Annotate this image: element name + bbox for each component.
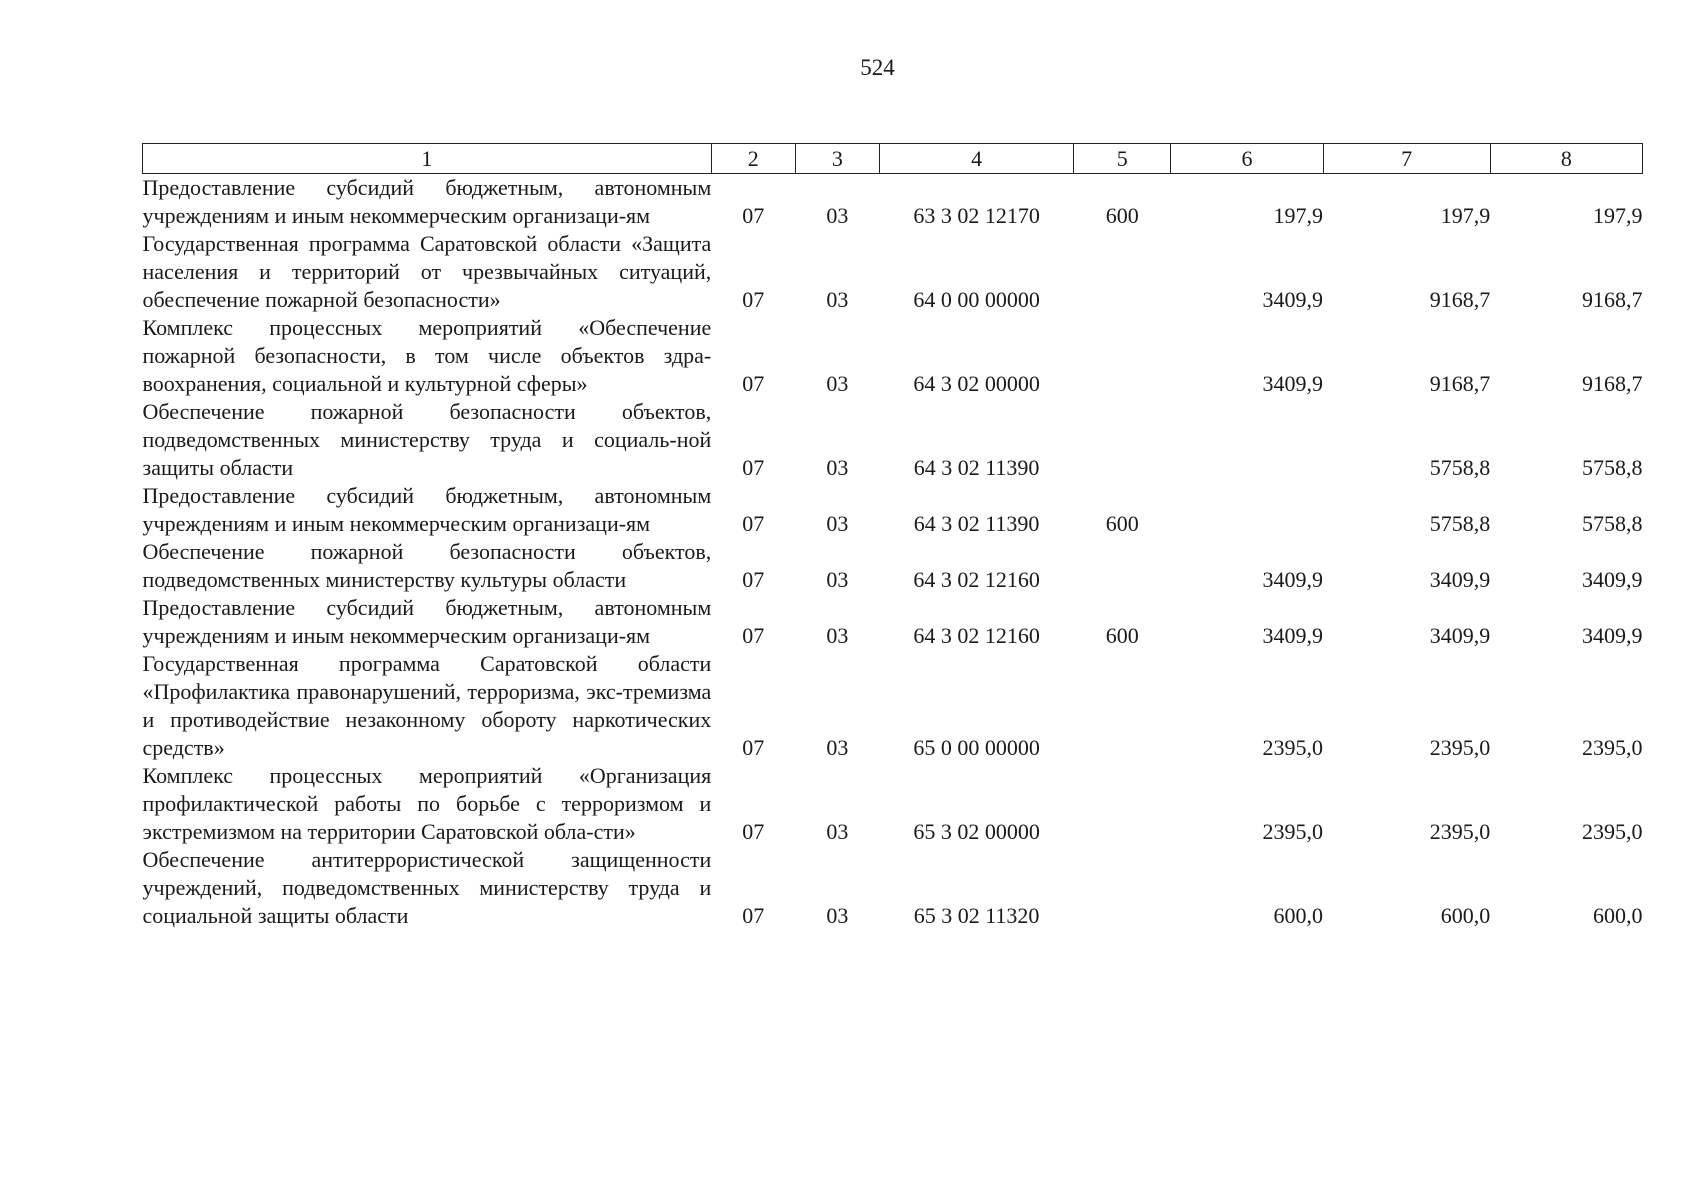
amount-col-8: 3409,9: [1582, 623, 1643, 648]
subsection-code: 03: [826, 623, 849, 648]
amount-col-8: 2395,0: [1582, 735, 1643, 760]
header-cell-1: 1: [143, 144, 712, 174]
amount-col-7: 2395,0: [1429, 735, 1491, 760]
header-cell-5: 5: [1074, 144, 1171, 174]
header-cell-7: 7: [1323, 144, 1490, 174]
target-article-code: 64 3 02 12160: [913, 567, 1040, 592]
target-article-code: 64 0 00 00000: [913, 287, 1040, 312]
table-row: [143, 482, 1643, 538]
table-row: [143, 594, 1643, 650]
section-code: 07: [742, 903, 765, 928]
amount-col-7: 3409,9: [1429, 567, 1491, 592]
expense-type-code: 600: [1105, 511, 1139, 536]
row-name: Обеспечение антитеррористической защищенности учреждений, подведомственных министерству труда и социальной защиты области: [142, 847, 712, 928]
expense-type-code: [1074, 650, 1171, 762]
target-article-code: 64 3 02 11390: [913, 511, 1040, 536]
target-article-code: 65 3 02 11320: [913, 903, 1040, 928]
row-name: Государственная программа Саратовской области «Профилактика правонарушений, терроризма, экс-тремизма и противодействие незаконному обороту наркотических средств»: [142, 651, 712, 760]
amount-col-7: 5758,8: [1429, 511, 1491, 536]
amount-col-7: 5758,8: [1429, 455, 1491, 480]
table-row: [143, 230, 1643, 314]
target-article-code: 64 3 02 12160: [913, 623, 1040, 648]
section-code: 07: [742, 819, 765, 844]
header-row: [143, 144, 1643, 174]
subsection-code: 03: [826, 371, 849, 396]
amount-col-8: 600,0: [1593, 903, 1643, 928]
section-code: 07: [742, 511, 765, 536]
table-row: [143, 538, 1643, 594]
row-name: Предоставление субсидий бюджетным, автономным учреждениям и иным некоммерческим организаци-ям: [142, 595, 712, 648]
row-name: Предоставление субсидий бюджетным, автономным учреждениям и иным некоммерческим организаци-ям: [142, 175, 712, 228]
table-row: [143, 398, 1643, 482]
amount-col-7: 3409,9: [1429, 623, 1491, 648]
amount-col-8: 197,9: [1593, 203, 1643, 228]
expense-type-code: [1074, 230, 1171, 314]
table-row: [143, 846, 1643, 930]
amount-col-6: [1171, 482, 1323, 538]
amount-col-8: 3409,9: [1582, 567, 1643, 592]
row-name: Предоставление субсидий бюджетным, автономным учреждениям и иным некоммерческим организаци-ям: [142, 483, 712, 536]
subsection-code: 03: [826, 567, 849, 592]
target-article-code: 64 3 02 11390: [913, 455, 1040, 480]
expense-type-code: [1074, 398, 1171, 482]
header-cell-2: 2: [711, 144, 795, 174]
amount-col-6: 3409,9: [1262, 287, 1324, 312]
row-name: Комплекс процессных мероприятий «Организация профилактической работы по борьбе с терроризмом и экстремизмом на территории Саратовской обла-сти»: [142, 763, 712, 844]
amount-col-8: 9168,7: [1582, 371, 1643, 396]
amount-col-6: 600,0: [1273, 903, 1324, 928]
amount-col-7: 9168,7: [1429, 371, 1491, 396]
section-code: 07: [742, 287, 765, 312]
amount-col-6: 197,9: [1273, 203, 1324, 228]
amount-col-7: 2395,0: [1429, 819, 1491, 844]
amount-col-8: 2395,0: [1582, 819, 1643, 844]
table-row: [143, 650, 1643, 762]
target-article-code: 65 3 02 00000: [913, 819, 1040, 844]
amount-col-7: 9168,7: [1429, 287, 1491, 312]
target-article-code: 64 3 02 00000: [913, 371, 1040, 396]
section-code: 07: [742, 623, 765, 648]
table-row: [143, 762, 1643, 846]
table-row: [143, 314, 1643, 398]
expense-type-code: 600: [1105, 203, 1139, 228]
amount-col-6: [1171, 398, 1323, 482]
header-cell-4: 4: [879, 144, 1073, 174]
budget-table: [142, 143, 1643, 930]
header-cell-6: 6: [1171, 144, 1323, 174]
section-code: 07: [742, 455, 765, 480]
section-code: 07: [742, 735, 765, 760]
target-article-code: 63 3 02 12170: [913, 203, 1040, 228]
amount-col-7: 600,0: [1440, 903, 1491, 928]
subsection-code: 03: [826, 735, 849, 760]
row-name: Комплекс процессных мероприятий «Обеспечение пожарной безопасности, в том числе объектов здра-воохранения, социальной и культурной сферы»: [142, 315, 712, 396]
expense-type-code: [1074, 762, 1171, 846]
target-article-code: 65 0 00 00000: [913, 735, 1040, 760]
page-number: 524: [860, 55, 895, 80]
header-cell-3: 3: [795, 144, 879, 174]
table-row: [143, 174, 1643, 231]
subsection-code: 03: [826, 819, 849, 844]
subsection-code: 03: [826, 903, 849, 928]
amount-col-6: 2395,0: [1262, 735, 1324, 760]
subsection-code: 03: [826, 455, 849, 480]
expense-type-code: [1074, 314, 1171, 398]
amount-col-8: 9168,7: [1582, 287, 1643, 312]
amount-col-8: 5758,8: [1582, 511, 1643, 536]
amount-col-8: 5758,8: [1582, 455, 1643, 480]
subsection-code: 03: [826, 203, 849, 228]
row-name: Обеспечение пожарной безопасности объектов, подведомственных министерству труда и социаль-ной защиты области: [142, 399, 712, 480]
expense-type-code: [1074, 538, 1171, 594]
row-name: Государственная программа Саратовской области «Защита населения и территорий от чрезвычайных ситуаций, обеспечение пожарной безопасности»: [142, 231, 712, 312]
amount-col-6: 3409,9: [1262, 567, 1324, 592]
amount-col-6: 3409,9: [1262, 371, 1324, 396]
subsection-code: 03: [826, 287, 849, 312]
amount-col-7: 197,9: [1440, 203, 1491, 228]
section-code: 07: [742, 371, 765, 396]
expense-type-code: [1074, 846, 1171, 930]
row-name: Обеспечение пожарной безопасности объектов, подведомственных министерству культуры области: [142, 539, 712, 592]
amount-col-6: 2395,0: [1262, 819, 1324, 844]
header-cell-8: 8: [1490, 144, 1642, 174]
subsection-code: 03: [826, 511, 849, 536]
expense-type-code: 600: [1105, 623, 1139, 648]
amount-col-6: 3409,9: [1262, 623, 1324, 648]
section-code: 07: [742, 567, 765, 592]
section-code: 07: [742, 203, 765, 228]
